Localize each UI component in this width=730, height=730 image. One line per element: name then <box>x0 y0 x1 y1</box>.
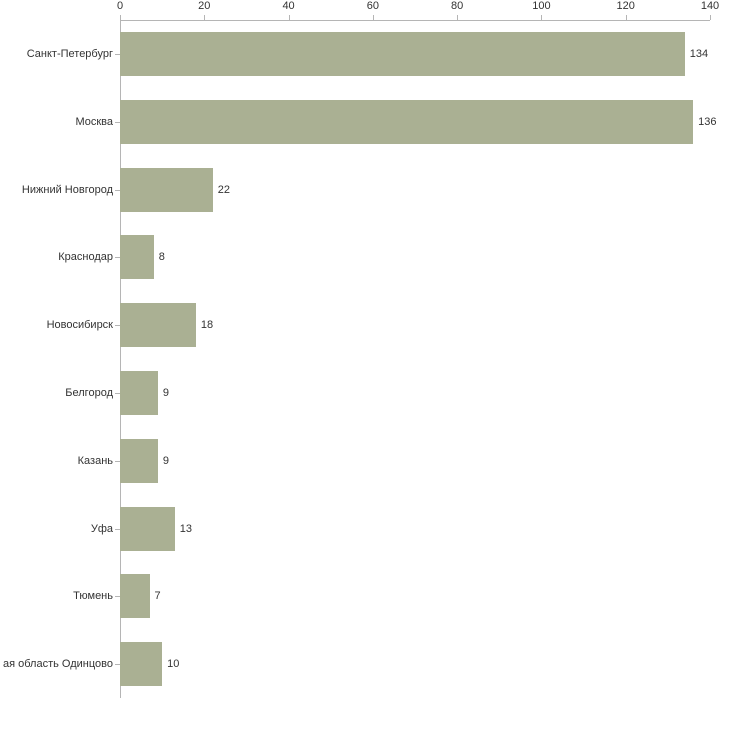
y-axis-label: Казань <box>77 454 113 467</box>
y-axis-label: Санкт-Петербург <box>26 47 113 60</box>
x-tick-mark <box>373 15 374 20</box>
y-axis-label: Краснодар <box>58 251 113 264</box>
bar[interactable] <box>120 100 693 144</box>
x-tick-mark <box>289 15 290 20</box>
y-axis-label: Нижний Новгород <box>21 183 113 196</box>
bar-value-label: 7 <box>154 590 161 603</box>
bar-value-label: 18 <box>200 319 214 332</box>
y-axis-label: ая область Одинцово <box>3 658 113 671</box>
y-axis-label: Москва <box>75 115 113 128</box>
bar[interactable] <box>120 235 154 279</box>
bar[interactable] <box>120 507 175 551</box>
x-tick-mark <box>541 15 542 20</box>
bar[interactable] <box>120 32 685 76</box>
bar-value-label: 22 <box>217 183 230 196</box>
x-tick-label: 120 <box>616 0 635 12</box>
y-axis-label: Уфа <box>90 522 113 535</box>
x-tick-mark <box>457 15 458 20</box>
bar[interactable] <box>120 439 158 483</box>
bar-value-label: 9 <box>162 386 170 399</box>
bar-value-label: 8 <box>158 251 165 264</box>
bar-value-label: 136 <box>698 115 717 128</box>
bar[interactable] <box>120 168 213 212</box>
x-axis-line <box>120 20 710 21</box>
bar[interactable] <box>120 371 158 415</box>
x-tick-mark <box>710 15 711 20</box>
y-axis-label: Новосибирск <box>46 319 113 332</box>
bar[interactable] <box>120 574 150 618</box>
bar[interactable] <box>120 642 162 686</box>
x-tick-mark <box>120 15 121 20</box>
x-tick-label: 60 <box>366 0 379 12</box>
bar[interactable] <box>120 303 196 347</box>
y-axis-label: Белгород <box>65 386 113 399</box>
bar-value-label: 134 <box>689 47 709 60</box>
y-axis-label: Тюмень <box>73 590 113 603</box>
x-tick-label: 20 <box>198 0 211 12</box>
x-tick-label: 140 <box>700 0 720 12</box>
bar-value-label: 10 <box>167 658 180 671</box>
x-tick-mark <box>626 15 627 20</box>
x-tick-label: 100 <box>532 0 551 12</box>
x-tick-label: 0 <box>116 0 124 12</box>
x-tick-label: 80 <box>451 0 464 12</box>
x-tick-label: 40 <box>282 0 295 12</box>
x-tick-mark <box>204 15 205 20</box>
bar-value-label: 9 <box>162 454 170 467</box>
bar-value-label: 13 <box>179 522 193 535</box>
